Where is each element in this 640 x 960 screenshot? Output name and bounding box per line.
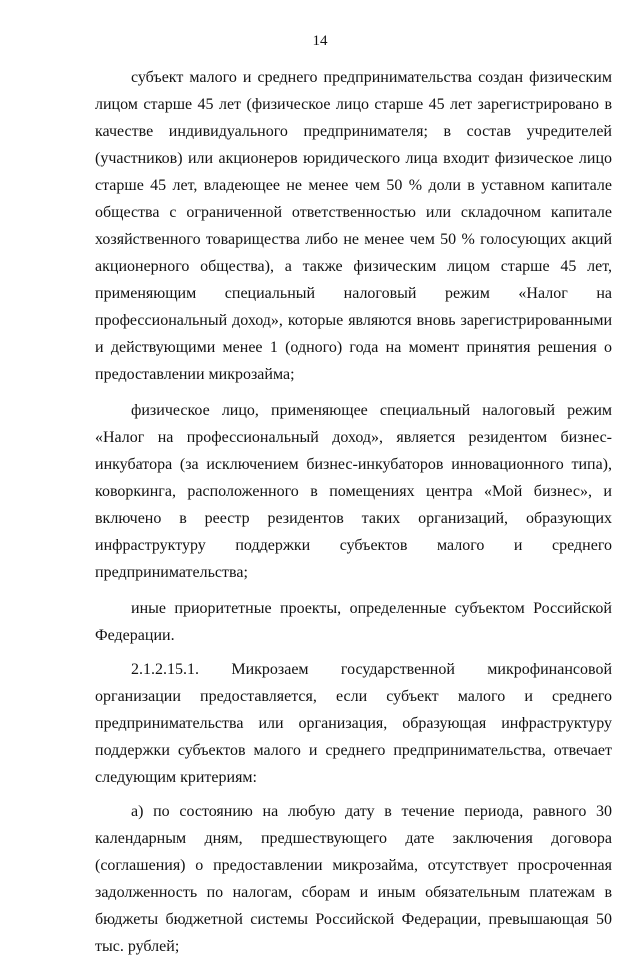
paragraph-criterion-self-employed: физическое лицо, применяющее специальный налоговый режим «Налог на профессиональный доход», является резидентом бизнес-инкубатора (за исключением бизнес-инкубаторов инновационного типа), коворкинга, расположенного в помещениях центра «Мой бизнес», и включено в реестр резидентов таких организаций, образующих инфраструктуру поддержки субъектов малого и среднего предпринимательства; — [95, 402, 612, 581]
paragraph-criterion-priority-projects: иные приоритетные проекты, определенные субъектом Российской Федерации. — [95, 600, 612, 644]
paragraph-section-2-1-2-15-1: 2.1.2.15.1. Микрозаем государственной микрофинансовой организации предоставляется, если субъект малого и среднего предпринимательства или организация, образующая инфраструктуру поддержки субъектов малого и среднего предпринимательства, отвечает следующим критериям: — [95, 661, 612, 786]
paragraph-item-a: а) по состоянию на любую дату в течение периода, равного 30 календарным дням, предшествующего дате заключения договора (соглашения) о предоставлении микрозайма, отсутствует просроченная задолженность по налогам, сборам и иным обязательным платежам в бюджеты бюджетной системы Российской Федерации, превышающая 50 тыс. рублей; — [95, 803, 612, 955]
page-number: 14 — [312, 33, 328, 49]
paragraph-criterion-age: субъект малого и среднего предпринимательства создан физическим лицом старше 45 лет (физическое лицо старше 45 лет зарегистрировано в качестве индивидуального предпринимателя; в состав учредителей (участников) или акционеров юридического лица входит физическое лицо старше 45 лет, владеющее не менее чем 50 % доли в уставном капитале общества с ограниченной ответственностью или складочном капитале хозяйственного товарищества либо не менее чем 50 % голосующих акций акционерного общества), а также физическим лицом старше 45 лет, применяющим специальный налоговый режим «Налог на профессиональный доход», которые являются вновь зарегистрированными и действующими менее 1 (одного) года на момент принятия решения о предоставлении микрозайма; — [95, 69, 612, 383]
document-body — [95, 64, 612, 960]
